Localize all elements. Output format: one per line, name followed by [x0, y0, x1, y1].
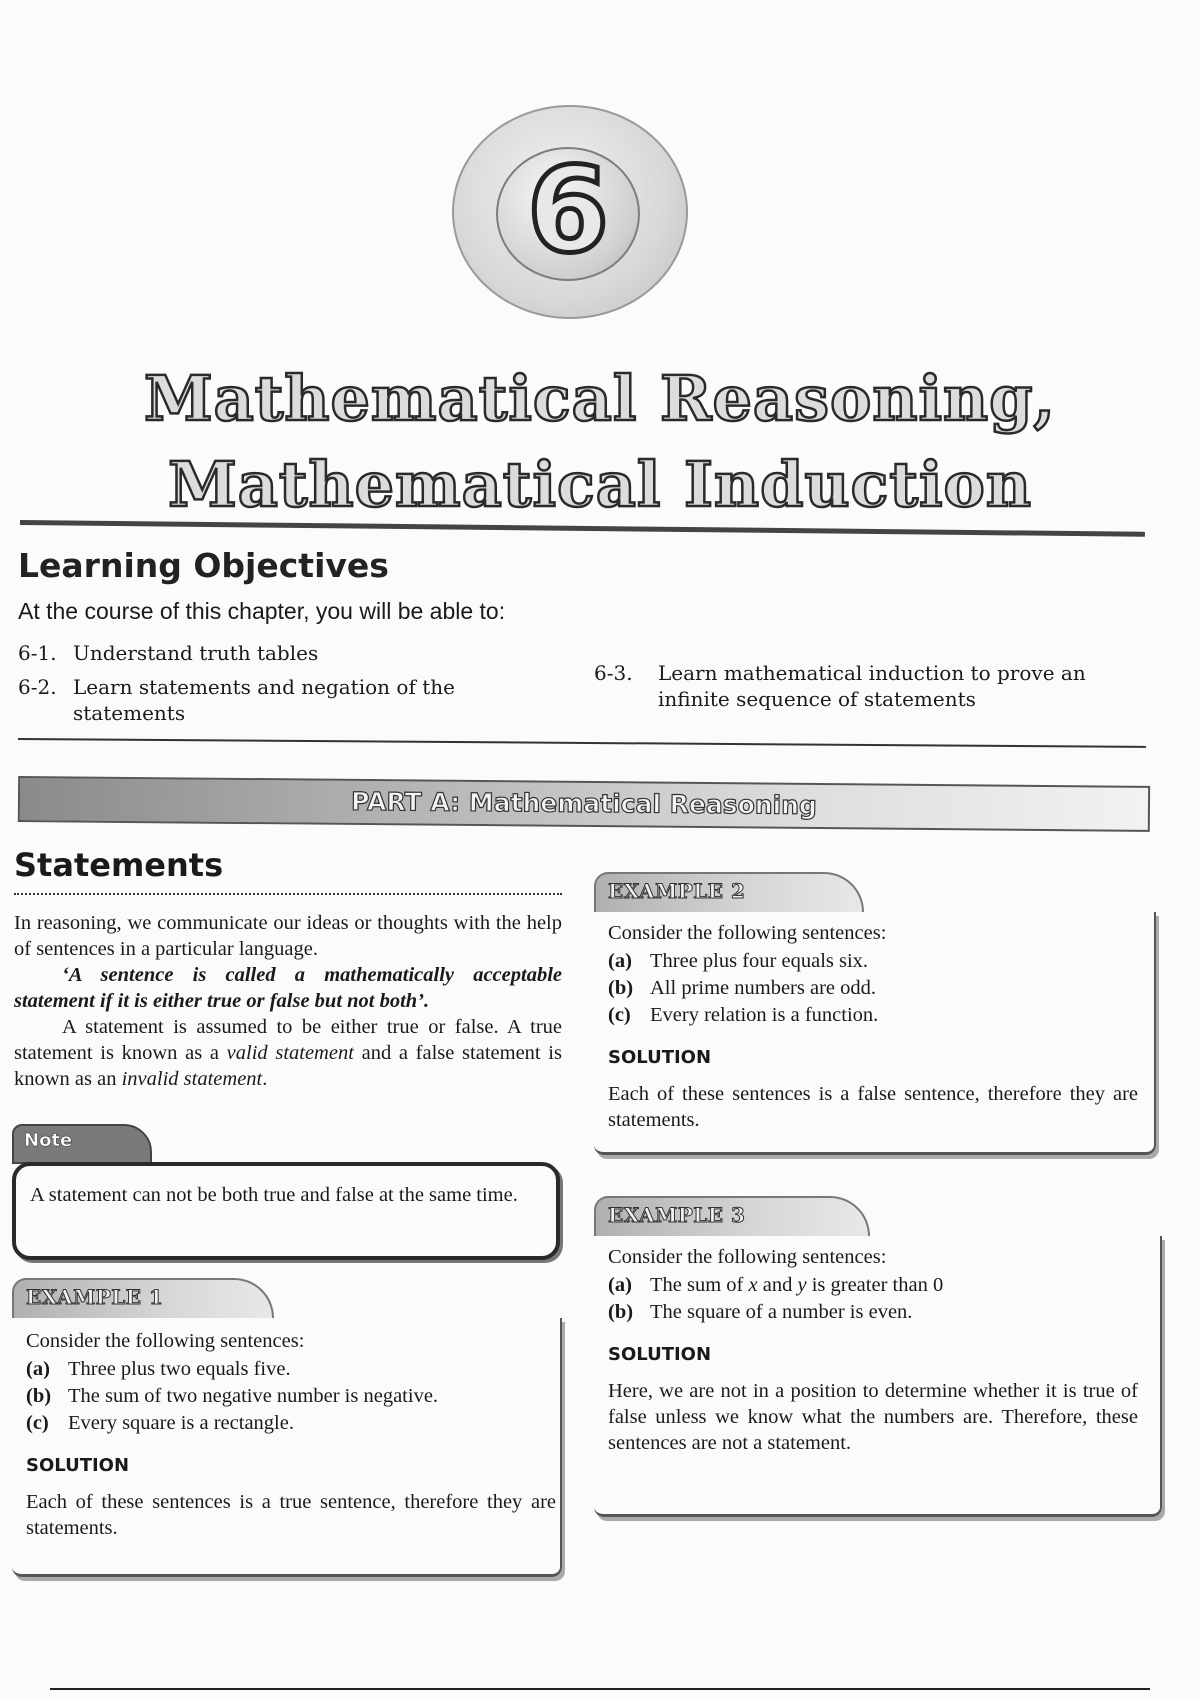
part-title: PART A: Mathematical Reasoning — [350, 786, 818, 820]
item-text: is greater than 0 — [806, 1274, 944, 1296]
item-text: Every relation is a function. — [650, 1004, 879, 1026]
objective-number: 6-3. — [594, 661, 633, 685]
example-1-tab — [12, 1278, 274, 1318]
chapter-title-line-1: Mathematical Reasoning, — [143, 362, 1057, 435]
example-intro: Consider the following sentences: — [608, 1246, 887, 1268]
solution-heading: SOLUTION — [26, 1455, 130, 1476]
example-3-tab — [594, 1196, 870, 1236]
example-item — [608, 948, 1138, 975]
example-body — [608, 1244, 1138, 1456]
statements-paragraph-1: In reasoning, we communicate our ideas or thoughts with the help of sentences in a particular language. — [14, 912, 562, 960]
paragraph-text: . — [262, 1068, 268, 1090]
example-item — [608, 1272, 1138, 1299]
learning-objectives-intro: At the course of this chapter, you will be able to: — [18, 598, 506, 624]
statements-paragraph-3 — [14, 1014, 562, 1092]
example-label: EXAMPLE 3 — [608, 1203, 746, 1227]
example-intro: Consider the following sentences: — [608, 922, 887, 944]
example-3-box — [594, 1236, 1162, 1517]
item-text: The square of a number is even. — [650, 1301, 913, 1323]
variable-y: y — [797, 1274, 807, 1296]
item-label: (c) — [608, 1004, 631, 1026]
objective-text: Learn mathematical induction to prove an infinite sequence of statements — [658, 661, 1086, 711]
example-item — [608, 1299, 1138, 1326]
item-text: The sum of two negative number is negative. — [68, 1385, 439, 1407]
example-label: EXAMPLE 1 — [26, 1285, 164, 1309]
item-text: Every square is a rectangle. — [68, 1412, 294, 1434]
example-item — [608, 975, 1138, 1002]
item-label: (c) — [26, 1412, 49, 1434]
page-bottom-rule — [50, 1688, 1150, 1690]
item-text: Three plus four equals six. — [650, 950, 869, 972]
term-valid-statement: valid statement — [226, 1042, 354, 1064]
example-item — [26, 1410, 556, 1437]
chapter-number: 6 — [526, 141, 610, 279]
item-label: (b) — [608, 977, 634, 999]
item-label: (b) — [26, 1385, 52, 1407]
objective-item — [18, 674, 498, 730]
example-item — [26, 1356, 556, 1383]
chapter-badge — [452, 105, 692, 325]
solution-heading: SOLUTION — [608, 1344, 712, 1365]
solution-text: Here, we are not in a position to determine whether it is true of false unless we know what the numbers are. Therefore, these sentences are not a statement. — [608, 1380, 1138, 1454]
objective-text: Learn statements and negation of the statements — [73, 675, 455, 725]
solution-text: Each of these sentences is a true sentence, therefore they are statements. — [26, 1491, 556, 1539]
note-label: Note — [24, 1130, 73, 1151]
term-invalid-statement: invalid statement — [121, 1068, 263, 1090]
example-body — [608, 920, 1138, 1133]
note-text: A statement can not be both true and false at the same time. — [30, 1184, 518, 1206]
example-body — [26, 1328, 556, 1541]
example-2-tab — [594, 872, 864, 912]
objective-text: Understand truth tables — [73, 641, 319, 665]
item-text: Three plus two equals five. — [68, 1358, 291, 1380]
item-label: (a) — [26, 1358, 50, 1380]
objective-number: 6-2. — [18, 675, 57, 699]
note-tab — [12, 1124, 152, 1164]
example-1-box — [12, 1318, 562, 1577]
example-intro: Consider the following sentences: — [26, 1330, 305, 1352]
objective-item — [594, 660, 1114, 716]
example-item — [608, 1002, 1138, 1029]
variable-x: x — [748, 1274, 758, 1296]
item-label: (b) — [608, 1301, 634, 1323]
item-text: The sum of — [650, 1274, 749, 1296]
item-label: (a) — [608, 950, 632, 972]
statements-heading: Statements — [14, 846, 224, 884]
paragraph-text: A statement is assumed to be either true or false. A true statement is known as a — [14, 1016, 562, 1064]
part-banner — [18, 776, 1150, 832]
item-label: (a) — [608, 1274, 632, 1296]
note-box — [12, 1162, 560, 1260]
example-2-box — [594, 912, 1156, 1155]
objective-item — [18, 640, 498, 670]
solution-text: Each of these sentences is a false sentence, therefore they are statements. — [608, 1083, 1138, 1131]
example-label: EXAMPLE 2 — [608, 879, 746, 903]
solution-heading: SOLUTION — [608, 1047, 712, 1068]
title-divider — [20, 520, 1145, 537]
objective-number: 6-1. — [18, 641, 57, 665]
item-text: All prime numbers are odd. — [650, 977, 877, 999]
objectives-divider — [18, 738, 1146, 748]
paragraph-text: and a false statement is known as an — [14, 1042, 562, 1090]
statements-definition: ‘A sentence is called a mathematically acceptable statement if it is either true or false but not both’. — [14, 964, 562, 1012]
example-item — [26, 1383, 556, 1410]
statements-dotted-rule — [14, 893, 562, 895]
item-text: and — [757, 1274, 798, 1296]
chapter-title-line-2: Mathematical Induction — [168, 448, 1032, 521]
learning-objectives-heading: Learning Objectives — [18, 546, 389, 585]
